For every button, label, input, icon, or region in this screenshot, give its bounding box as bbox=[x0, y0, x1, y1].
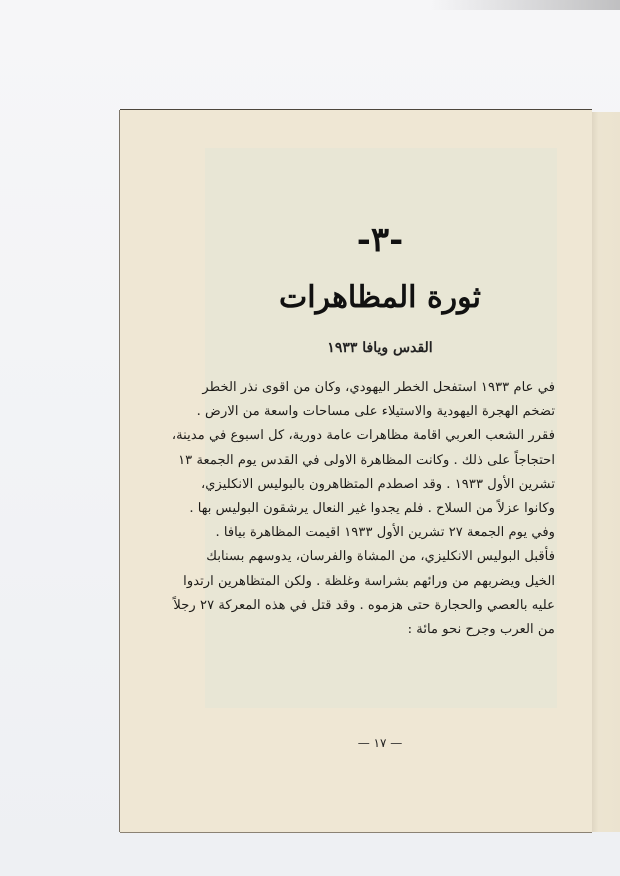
body-line: من العرب وجرح نحو مائة : bbox=[407, 621, 555, 637]
body-line: تشرين الأول ١٩٣٣ . وقد اصطدم المتظاهرون بالبوليس الانكليزي، bbox=[200, 476, 555, 492]
body-line: عليه بالعصي والحجارة حتى هزموه . وقد قتل في هذه المعركة ٢٧ رجلاً bbox=[173, 597, 555, 613]
body-line: احتجاجاً على ذلك . وكانت المظاهرة الاولى في القدس يوم الجمعة ١٣ bbox=[178, 452, 555, 468]
chapter-number: -٣- bbox=[356, 220, 404, 260]
body-line: وفي يوم الجمعة ٢٧ تشرين الأول ١٩٣٣ اقيمت المظاهرة بيافا . bbox=[215, 525, 555, 541]
body-line: في عام ١٩٣٣ استفحل الخطر اليهودي، وكان من اقوى نذر الخطر bbox=[202, 380, 555, 395]
body-line: فأقبل البوليس الانكليزي، من المشاة والفرسان، يدوسهم بسنابك bbox=[206, 549, 555, 565]
chapter-subtitle: القدس ويافا ١٩٣٣ bbox=[327, 340, 433, 356]
body-line: الخيل ويضربهم من ورائهم بشراسة وغلظة . ولكن المتظاهرين ارتدوا bbox=[183, 573, 555, 589]
page-number: — ١٧ — bbox=[357, 736, 403, 750]
body-line: وكانوا عزلاً من السلاح . فلم يجدوا غير النعال يرشقون البوليس بها . bbox=[189, 500, 555, 516]
body-line: فقرر الشعب العربي اقامة مظاهرات عامة دورية، كل اسبوع في مدينة، bbox=[171, 428, 555, 444]
body-paragraph bbox=[171, 376, 555, 642]
body-line: تضخم الهجرة اليهودية والاستيلاء على مساحات واسعة من الارض . bbox=[196, 404, 555, 420]
facing-page-edge bbox=[588, 112, 620, 832]
top-edge-shadow bbox=[430, 0, 620, 10]
chapter-title: ثورة المظاهرات bbox=[278, 280, 482, 315]
